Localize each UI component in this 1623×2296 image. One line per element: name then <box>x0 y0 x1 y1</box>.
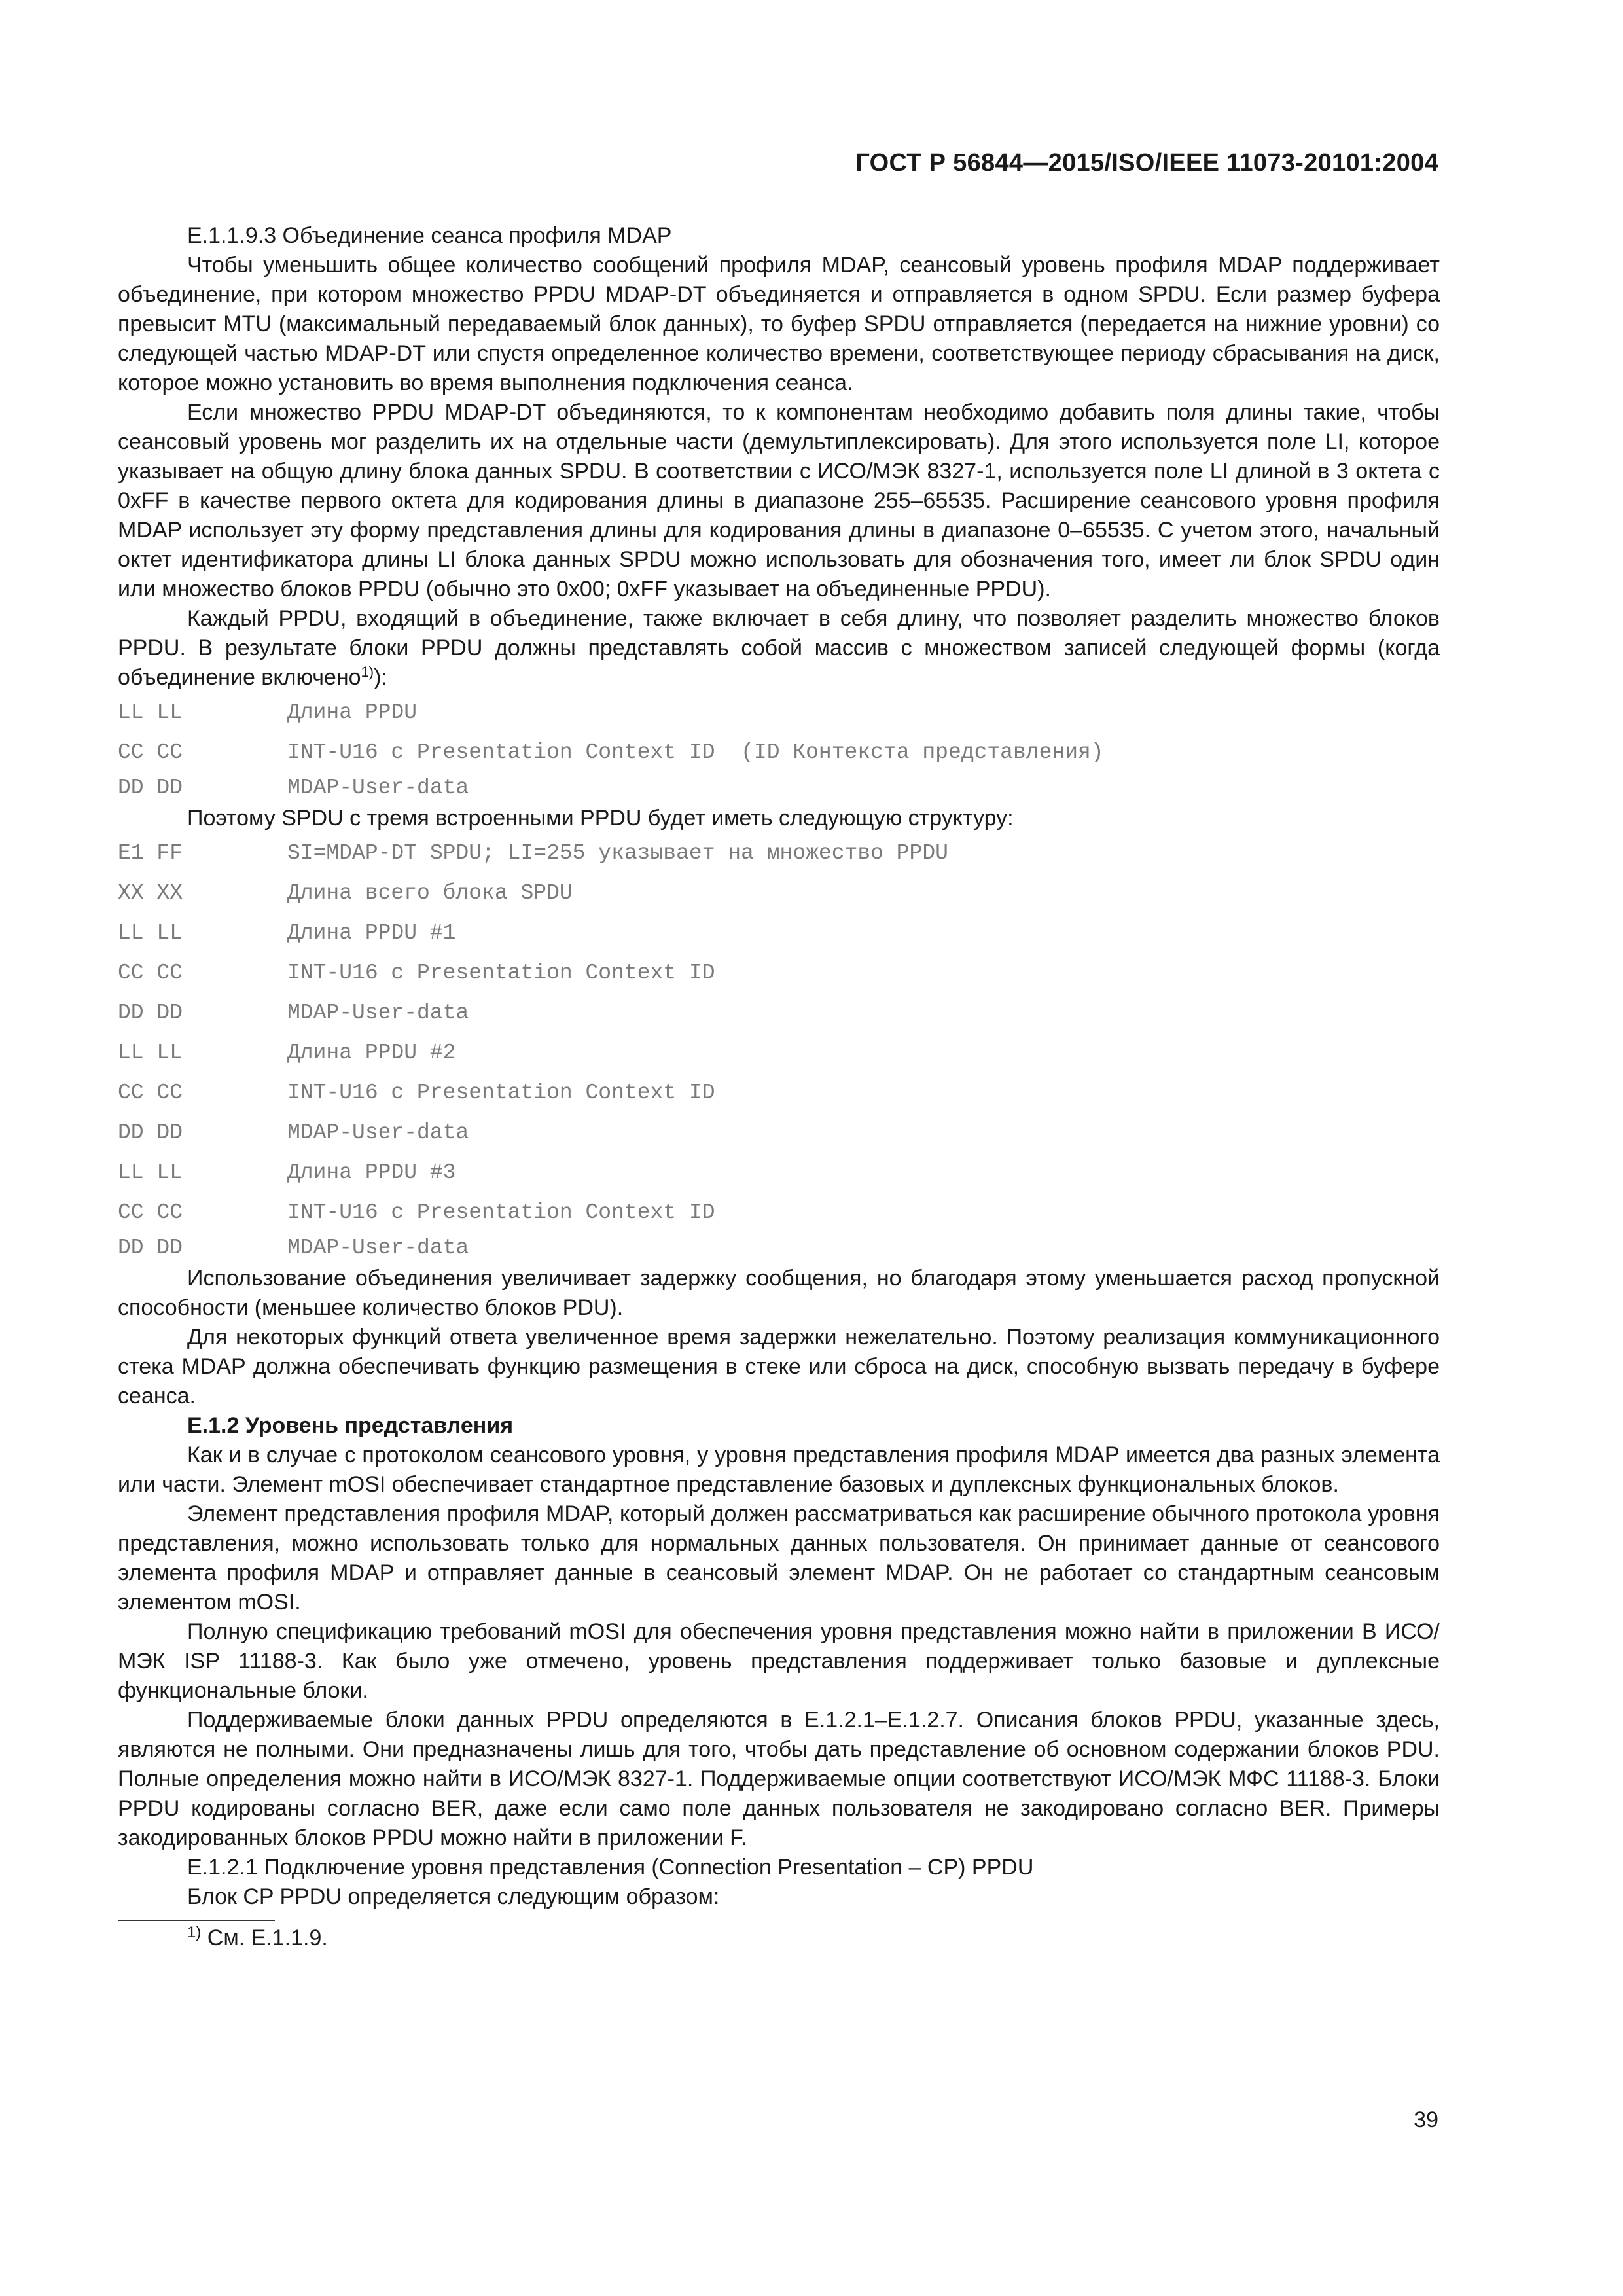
page-content <box>118 221 1440 1954</box>
code-field: XX XX <box>118 881 183 905</box>
code-description: MDAP-User-data <box>287 776 469 800</box>
body-paragraph: Если множество PPDU MDAP-DT объединяются, то к компонентам необходимо добавить поля длины такие, чтобы сеансовый уровень мог разделить их на отдельные части (демультиплексировать). Для этого используется поле LI, которое указывает на общую длину блока данных SPDU. В соответствии с ИСО/МЭК 8327-1, используется поле LI длиной в 3 октета с 0xFF в качестве первого октета для кодирования длины в диапазоне 255–65535. Расширение сеансового уровня профиля MDAP использует эту форму представления длины для кодирования длины в диапазоне 0–65535. С учетом этого, начальный октет идентификатора длины LI блока данных SPDU можно использовать для обозначения того, имеет ли блок SPDU один или множество блоков PPDU (обычно это 0x00; 0xFF указывает на объединенные PPDU). <box>118 400 1440 601</box>
code-field: DD DD <box>118 1121 183 1145</box>
code-description: Длина PPDU #2 <box>287 1041 456 1065</box>
code-field: CC CC <box>118 961 183 985</box>
footnote-reference: 1) <box>361 664 374 680</box>
footnote-text: См. Е.1.1.9. <box>207 1926 328 1950</box>
section-heading-e1193: Е.1.1.9.3 Объединение сеанса профиля MDAP <box>187 223 672 248</box>
code-line <box>118 1033 1440 1073</box>
code-line <box>118 1193 1440 1232</box>
code-description: INT-U16 с Presentation Context ID <box>287 961 715 985</box>
code-field: LL LL <box>118 700 183 725</box>
body-paragraph <box>118 604 1440 692</box>
code-field: LL LL <box>118 1160 183 1185</box>
paragraph-text-end: ): <box>374 665 387 690</box>
code-line <box>118 953 1440 993</box>
body-paragraph: Использование объединения увеличивает задержку сообщения, но благодаря этому уменьшается расход пропускной способности (меньшее количество блоков PDU). <box>118 1266 1440 1320</box>
code-description: MDAP-User-data <box>287 1001 469 1025</box>
code-block-ppdu-record <box>118 692 1440 804</box>
code-field: DD DD <box>118 1001 183 1025</box>
body-paragraph: Чтобы уменьшить общее количество сообщений профиля MDAP, сеансовый уровень профиля MDAP поддерживает объединение, при котором множество PPDU MDAP-DT объединяется и отправляется в одном SPDU. Если размер буфера превысит MTU (максимальный передаваемый блок данных), то буфер SPDU отправляется (передается на нижние уровни) со следующей частью MDAP-DT или спустя определенное количество времени, соответствующее периоду сбрасывания на диск, которое можно установить во время выполнения подключения сеанса. <box>118 253 1440 395</box>
code-description: MDAP-User-data <box>287 1236 469 1260</box>
code-description: INT-U16 с Presentation Context ID <box>287 1200 715 1225</box>
code-line <box>118 692 1440 732</box>
code-description: INT-U16 с Presentation Context ID (ID Контекста представления) <box>287 740 1104 764</box>
body-paragraph: Как и в случае с протоколом сеансового уровня, у уровня представления профиля MDAP имеется два разных элемента или части. Элемент mOSI обеспечивает стандартное представление базовых и дуплексных функциональных блоков. <box>118 1443 1440 1497</box>
code-line <box>118 772 1440 804</box>
code-field: CC CC <box>118 1081 183 1105</box>
code-block-spdu-structure <box>118 833 1440 1264</box>
code-line <box>118 873 1440 913</box>
body-paragraph: Для некоторых функций ответа увеличенное время задержки нежелательно. Поэтому реализация коммуникационного стека MDAP должна обеспечивать функцию размещения в стеке или сброса на диск, способную вызвать передачу в буфере сеанса. <box>118 1325 1440 1408</box>
code-field: E1 FF <box>118 841 183 865</box>
code-field: CC CC <box>118 1200 183 1225</box>
code-line <box>118 732 1440 772</box>
body-paragraph: Поддерживаемые блоки данных PPDU определяются в Е.1.2.1–Е.1.2.7. Описания блоков PPDU, указанные здесь, являются не полными. Они предназначены лишь для того, чтобы дать представление об основном содержании блоков PDU. Полные определения можно найти в ИСО/МЭК 8327-1. Поддерживаемые опции соответствуют ИСО/МЭК МФС 11188-3. Блоки PPDU кодированы согласно BER, даже если само поле данных пользователя не закодировано согласно BER. Примеры закодированных блоков PPDU можно найти в приложении F. <box>118 1708 1440 1850</box>
body-paragraph: Элемент представления профиля MDAP, который должен рассматриваться как расширение обычного протокола уровня представления, можно использовать только для нормальных данных пользователя. Он принимает данные от сеансового элемента профиля MDAP и отправляет данные в сеансовый элемент MDAP. Он не работает со стандартным сеансовым элементом mOSI. <box>118 1501 1440 1615</box>
body-paragraph: Блок CP PPDU определяется следующим образом: <box>187 1884 720 1909</box>
section-heading-e12: Е.1.2 Уровень представления <box>187 1413 514 1438</box>
page-number: 39 <box>1414 2108 1438 2132</box>
code-field: LL LL <box>118 1041 183 1065</box>
code-description: SI=MDAP-DT SPDU; LI=255 указывает на множество PPDU <box>287 841 948 865</box>
code-description: INT-U16 с Presentation Context ID <box>287 1081 715 1105</box>
section-heading-e121: Е.1.2.1 Подключение уровня представления (Connection Presentation – CP) PPDU <box>187 1855 1034 1880</box>
code-line <box>118 1153 1440 1193</box>
code-line <box>118 913 1440 953</box>
code-line <box>118 993 1440 1033</box>
code-description: Длина PPDU <box>287 700 418 725</box>
document-header: ГОСТ Р 56844—2015/ISO/IEEE 11073-20101:2004 <box>855 149 1438 177</box>
code-field: CC CC <box>118 740 183 764</box>
paragraph-text: Каждый PPDU, входящий в объединение, также включает в себя длину, что позволяет разделить множество блоков PPDU. В результате блоки PPDU должны представлять собой массив с множеством записей следующей формы (когда объединение включено <box>118 606 1440 690</box>
footnote-separator <box>118 1920 275 1921</box>
code-description: Длина всего блока SPDU <box>287 881 573 905</box>
code-line <box>118 1232 1440 1264</box>
code-description: MDAP-User-data <box>287 1121 469 1145</box>
footnote <box>118 1922 1440 1954</box>
body-paragraph: Полную спецификацию требований mOSI для обеспечения уровня представления можно найти в приложении В ИСО/МЭК ISP 11188-3. Как было уже отмечено, уровень представления поддерживает только базовые и дуплексные функциональные блоки. <box>118 1619 1440 1703</box>
code-line <box>118 833 1440 873</box>
code-description: Длина PPDU #1 <box>287 921 456 945</box>
code-line <box>118 1073 1440 1113</box>
code-field: DD DD <box>118 1236 183 1260</box>
code-field: DD DD <box>118 776 183 800</box>
code-line <box>118 1113 1440 1153</box>
body-paragraph: Поэтому SPDU с тремя встроенными PPDU будет иметь следующую структуру: <box>187 806 1014 831</box>
code-field: LL LL <box>118 921 183 945</box>
footnote-marker: 1) <box>187 1924 202 1941</box>
code-description: Длина PPDU #3 <box>287 1160 456 1185</box>
